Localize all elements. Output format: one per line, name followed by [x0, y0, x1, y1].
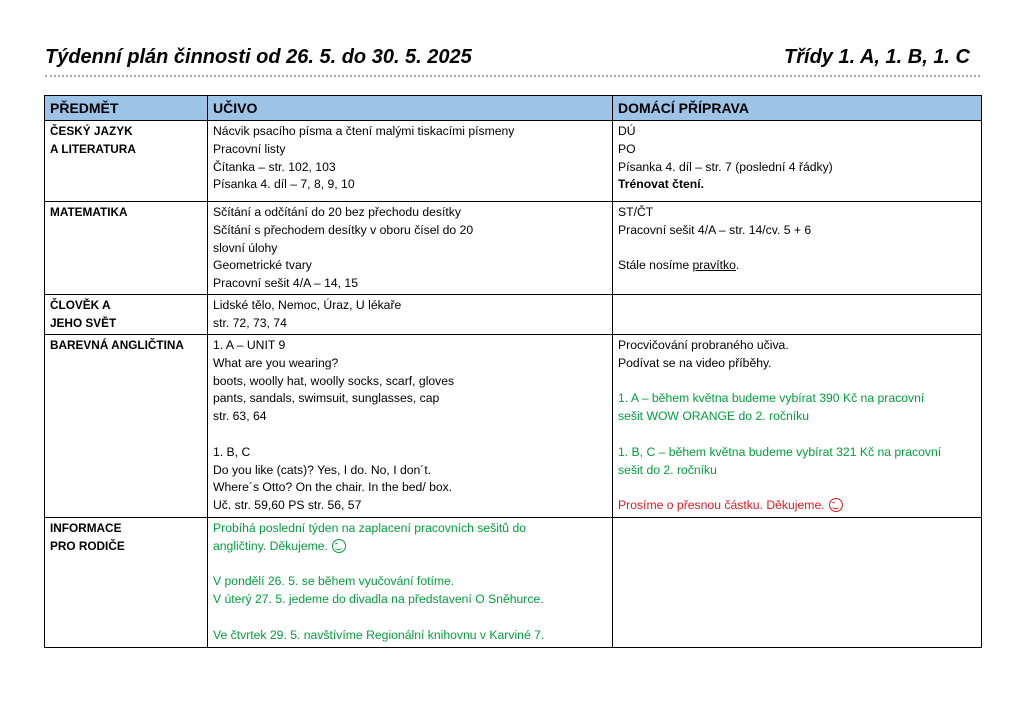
learning-line: Where´s Otto? On the chair. In the bed/ box.: [213, 480, 453, 495]
homework-line-green: sešit WOW ORANGE do 2. ročníku: [618, 409, 809, 424]
learning-line: pants, sandals, swimsuit, sunglasses, cap: [213, 391, 440, 406]
homework-line: Pracovní sešit 4/A – str. 14/cv. 5 + 6: [618, 222, 812, 237]
learning-line: Čítanka – str. 102, 103: [213, 159, 336, 174]
blank-line: [618, 479, 976, 497]
learning-line: Sčítání a odčítání do 20 bez přechodu desítky: [213, 205, 461, 219]
smiley-icon: [829, 498, 843, 512]
learning-cell: [208, 202, 613, 295]
learning-line: slovní úlohy: [213, 240, 278, 255]
learning-cell: [208, 121, 613, 202]
subject-cell: [45, 202, 208, 295]
smiley-icon: [332, 539, 346, 553]
blank-line: [213, 556, 607, 574]
homework-line: PO: [618, 141, 636, 156]
learning-line: Pracovní listy: [213, 141, 286, 156]
subject-cell: [45, 518, 208, 648]
info-line-green: Ve čtvrtek 29. 5. navštívíme Regionální knihovnu v Karviné 7.: [213, 627, 545, 642]
table-row: [45, 295, 982, 335]
subject-cell: [45, 121, 208, 202]
learning-line: Do you like (cats)? Yes, I do. No, I don´t.: [213, 462, 432, 477]
blank-line: [618, 373, 976, 391]
note-prefix: Stále nosíme: [618, 258, 693, 273]
homework-cell: [613, 335, 982, 518]
subject-line: MATEMATIKA: [50, 205, 128, 219]
subject-line: A LITERATURA: [50, 141, 136, 156]
subject-line: JEHO SVĚT: [50, 315, 117, 330]
info-thanks: angličtiny. Děkujeme.: [213, 538, 328, 553]
homework-cell: [613, 202, 982, 295]
subject-line: ČESKÝ JAZYK: [50, 124, 133, 138]
dotted-divider: [45, 75, 980, 77]
learning-line: boots, woolly hat, woolly socks, scarf, gloves: [213, 373, 455, 388]
homework-line-green: 1. A – během května budeme vybírat 390 Kč na pracovní: [618, 391, 925, 406]
homework-line: Podívat se na video příběhy.: [618, 355, 772, 370]
learning-line: Sčítání s přechodem desítky v oboru čísel do 20: [213, 222, 474, 237]
info-line-green: [213, 538, 607, 556]
subject-line: INFORMACE: [50, 521, 122, 535]
weekly-plan-table: [44, 95, 982, 648]
learning-line: Nácvik psacího písma a čtení malými tiskacími písmeny: [213, 124, 515, 138]
learning-line: Uč. str. 59,60 PS str. 56, 57: [213, 498, 362, 513]
subject-cell: [45, 335, 208, 518]
learning-cell: [208, 335, 613, 518]
note-underlined: pravítko: [692, 258, 736, 273]
learning-line: 1. B, C: [213, 444, 251, 459]
subject-line: PRO RODIČE: [50, 538, 125, 553]
homework-line-green: 1. B, C – během května budeme vybírat 321 Kč na pracovní: [618, 444, 942, 459]
homework-line-bold: Trénovat čtení.: [618, 177, 705, 192]
header-subject: PŘEDMĚT: [45, 96, 208, 121]
homework-cell: [613, 518, 982, 648]
blank-line: [618, 240, 976, 258]
table-row: [45, 518, 982, 648]
header-homework: DOMÁCÍ PŘÍPRAVA: [613, 96, 982, 121]
homework-line: Procvičování probraného učiva.: [618, 338, 789, 352]
header-learning: UČIVO: [208, 96, 613, 121]
homework-line: ST/ČT: [618, 205, 654, 219]
subject-cell: [45, 295, 208, 335]
subject-line: BAREVNÁ ANGLIČTINA: [50, 338, 184, 352]
learning-line: Pracovní sešit 4/A – 14, 15: [213, 276, 358, 291]
table-row: [45, 202, 982, 295]
subject-line: ČLOVĚK A: [50, 298, 111, 312]
learning-line: Písanka 4. díl – 7, 8, 9, 10: [213, 177, 355, 192]
page-header: [45, 46, 980, 74]
homework-line: DÚ: [618, 124, 636, 138]
learning-line: What are you wearing?: [213, 355, 339, 370]
info-line-green: V pondělí 26. 5. se během vyučování fotíme.: [213, 574, 455, 589]
learning-cell: [208, 518, 613, 648]
homework-line-green: sešit do 2. ročníku: [618, 462, 717, 477]
blank-line: [213, 609, 607, 627]
blank-line: [618, 426, 976, 444]
homework-line-red: [618, 497, 976, 515]
blank-line: [213, 426, 607, 444]
page-title: Týdenní plán činnosti od 26. 5. do 30. 5. 2025: [45, 46, 472, 68]
homework-cell: [613, 121, 982, 202]
table-header-row: [45, 96, 982, 121]
homework-note: [618, 257, 976, 275]
classes-label: Třídy 1. A, 1. B, 1. C: [784, 46, 970, 68]
red-note: Prosíme o přesnou částku. Děkujeme.: [618, 498, 825, 513]
homework-cell: [613, 295, 982, 335]
learning-line: str. 72, 73, 74: [213, 315, 287, 330]
learning-line: Geometrické tvary: [213, 258, 312, 273]
table-row: [45, 335, 982, 518]
table-row: [45, 121, 982, 202]
note-suffix: .: [735, 258, 740, 273]
learning-line: str. 63, 64: [213, 409, 267, 424]
learning-cell: [208, 295, 613, 335]
info-line-green: Probíhá poslední týden na zaplacení pracovních sešitů do: [213, 521, 527, 535]
learning-line: 1. A – UNIT 9: [213, 338, 286, 352]
learning-line: Lidské tělo, Nemoc, Úraz, U lékaře: [213, 298, 402, 312]
info-line-green: V úterý 27. 5. jedeme do divadla na představení O Sněhurce.: [213, 592, 544, 607]
homework-line: Písanka 4. díl – str. 7 (poslední 4 řádky): [618, 159, 833, 174]
